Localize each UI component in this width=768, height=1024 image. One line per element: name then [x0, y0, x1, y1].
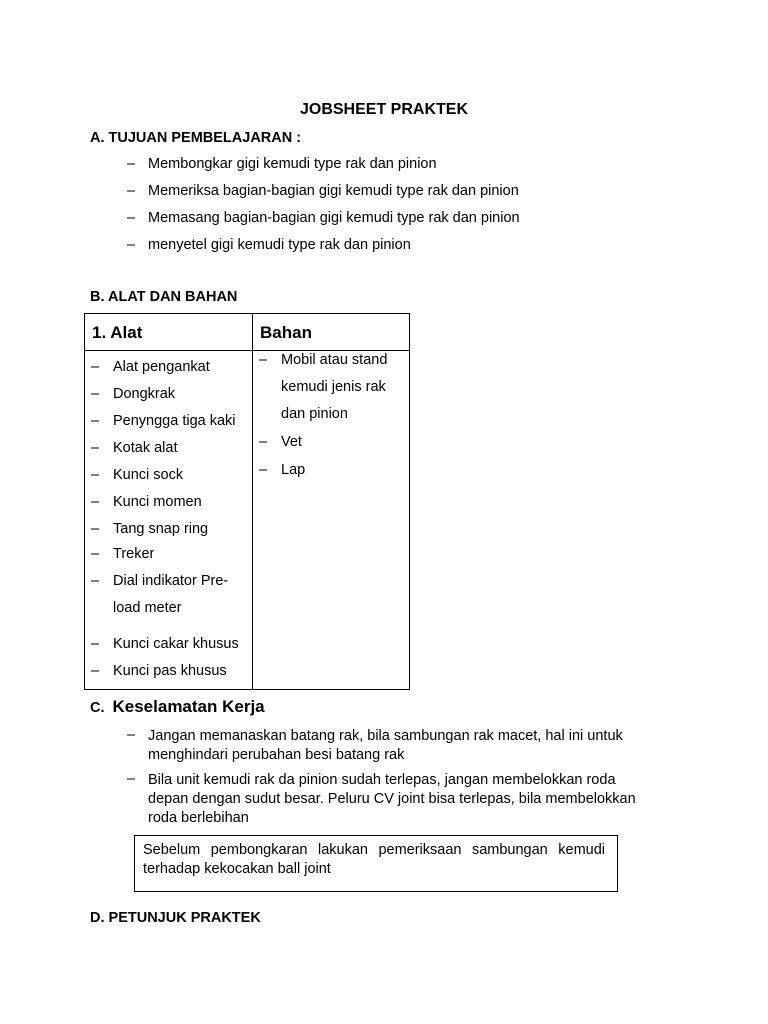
safety-item: Jangan memanaskan batang rak, bila sambungan rak macet, hal ini untuk menghindari perubahan besi batang rak — [148, 728, 623, 763]
list-item: Membongkar gigi kemudi type rak dan pinion — [148, 156, 437, 172]
page-title: JOBSHEET PRAKTEK — [299, 101, 469, 118]
list-dash: – — [127, 210, 136, 226]
table-header-alat: 1. Alat — [85, 314, 253, 351]
section-b-heading: B. ALAT DAN BAHAN — [90, 289, 238, 305]
table-header-bahan: Bahan — [253, 314, 410, 351]
list-item: Memasang bagian-bagian gigi kemudi type rak dan pinion — [148, 210, 520, 226]
section-c-heading: C. Keselamatan Kerja — [90, 697, 265, 716]
safety-item: Bila unit kemudi rak da pinion sudah terlepas, jangan membelokkan roda depan dengan sudut besar. Peluru CV joint bisa terlepas, bila membelokkan roda berlebihan — [148, 772, 636, 826]
list-dash: – — [127, 183, 136, 199]
tools-materials-table — [84, 313, 410, 690]
list-dash: – — [127, 727, 136, 743]
list-item: menyetel gigi kemudi type rak dan pinion — [148, 237, 411, 253]
list-dash: – — [127, 237, 136, 253]
list-dash: – — [127, 771, 136, 787]
list-dash: – — [127, 156, 136, 172]
list-item: Memeriksa bagian-bagian gigi kemudi type rak dan pinion — [148, 183, 519, 199]
safety-note-box: Sebelum pembongkaran lakukan pemeriksaan sambungan kemudi terhadap kekocakan ball joint — [134, 835, 618, 892]
section-d-heading: D. PETUNJUK PRAKTEK — [90, 910, 261, 926]
bahan-cell: – Mobil atau stand kemudi jenis rak dan pinion – Vet – Lap — [253, 351, 410, 690]
alat-cell: – Alat pengankat – Dongkrak – Penyngga tiga kaki – Kotak alat – Kunci sock – Kunci momen – Tang snap ring – Treker – Dial indikator Pre- load meter – Kunci cakar khusus – Kunci pas khusus — [85, 351, 253, 690]
section-a-heading: A. TUJUAN PEMBELAJARAN : — [90, 130, 302, 146]
